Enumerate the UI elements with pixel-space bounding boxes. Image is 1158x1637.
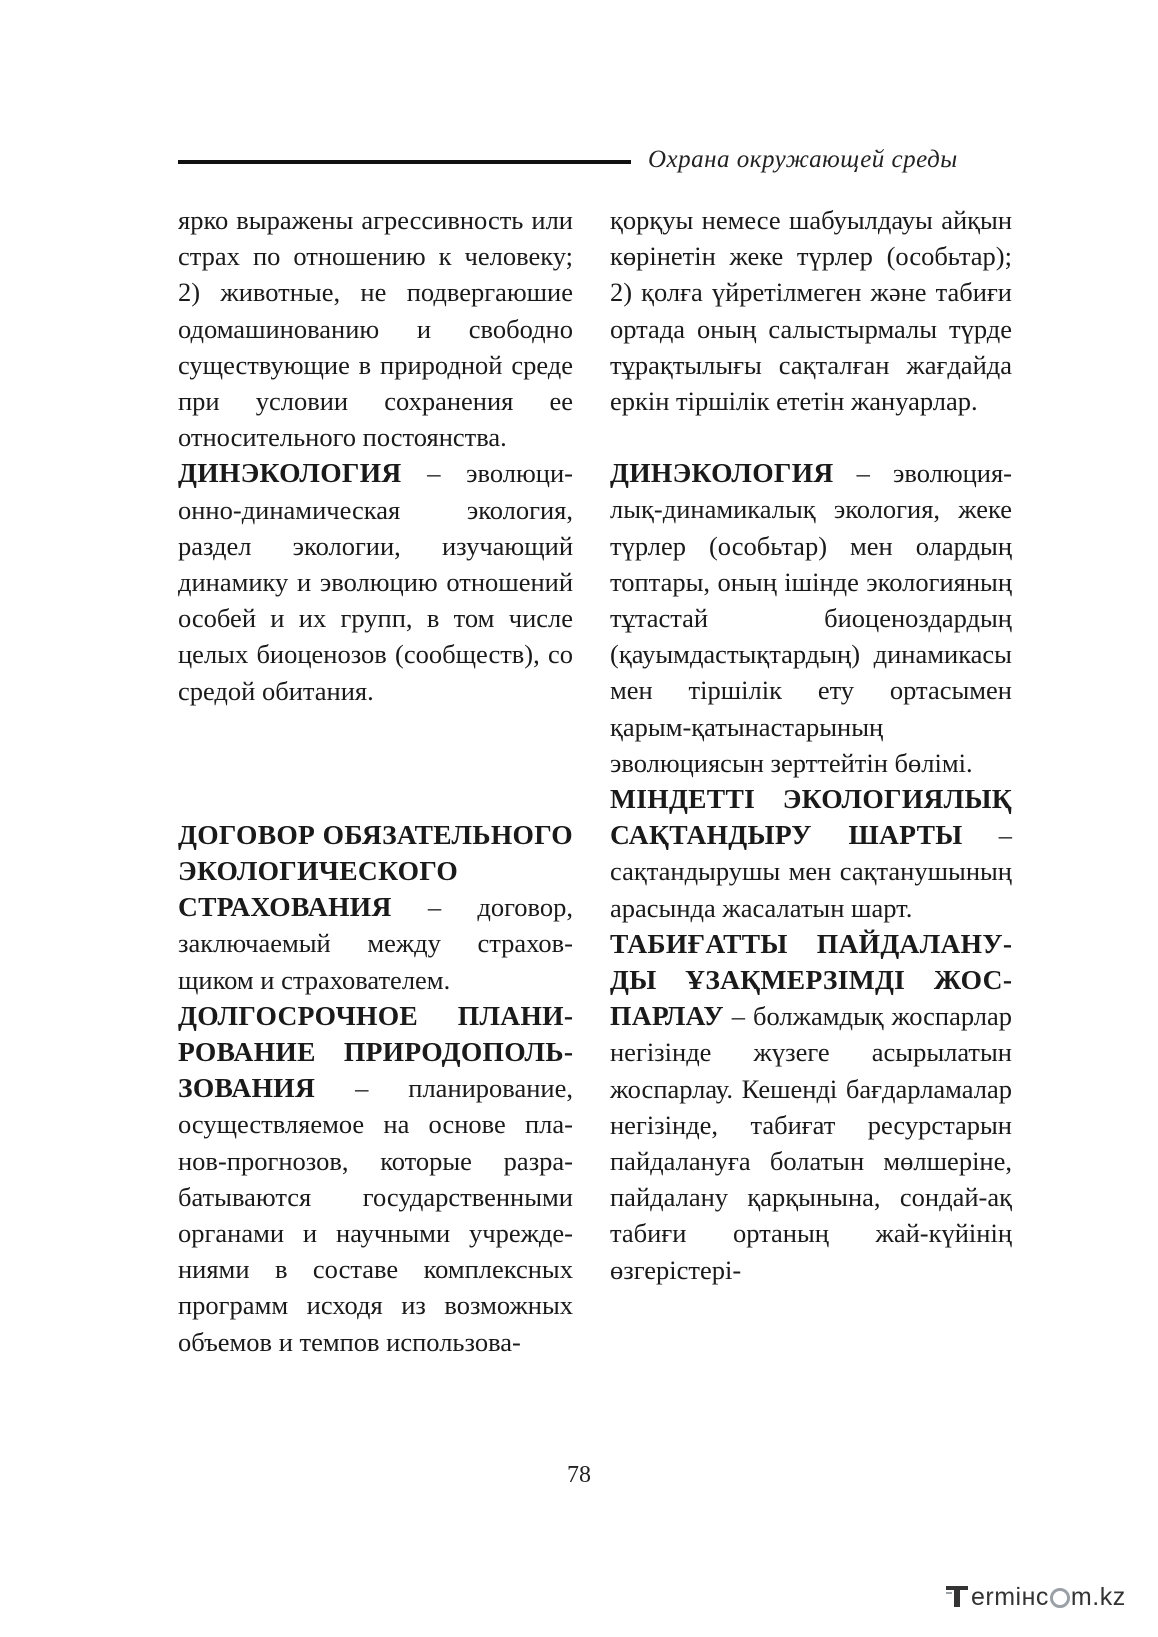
entry-dinekologiya-kz xyxy=(610,455,1012,781)
entry-continuation-right xyxy=(610,202,1012,419)
entry-text: – договор, заключаемый между страховщиком и страхователем. xyxy=(178,892,573,995)
right-column xyxy=(610,202,1012,1288)
header-rule xyxy=(178,160,631,164)
entry-text: – эволюционно-динамическая экология, раздел экологии, изучающий динамику и эволюцию отношений особей и их групп, в том числе целых биоценозов (сообществ), со средой обитания. xyxy=(178,458,573,706)
entry-text: – сақтандырушы мен сақтанушының арасында жасалатын шарт. xyxy=(610,820,1012,923)
page-number: 78 xyxy=(567,1462,591,1488)
termincom-watermark[interactable] xyxy=(944,1583,1126,1612)
magnifier-o-icon xyxy=(1050,1588,1070,1608)
entry-text: – планирование, осуществляемое на основе планов-прогнозов, которые разрабатываются государственными органами и научными учреждениями в составе комплексных программ исходя из возможных объемов и темпов использова- xyxy=(178,1073,573,1357)
entry-text: – эволюциялық-динамикалық экология, жеке түрлер (особьтар) мен олардың топтары, оның ішінде экологияның тұтастай биоценоздардың (қауымдастықтардың) динамикасы мен тіршілік ету ортасымен қарым-қатынастарының эволюциясын зерттейтін бөлімі. xyxy=(610,458,1012,778)
left-column xyxy=(178,202,573,1360)
entry-term: ДОЛГОСРОЧНОЕ ПЛАНИРОВАНИЕ ПРИРОДОПОЛЬЗОВАНИЯ xyxy=(178,999,573,1104)
entry-term: МІНДЕТТІ ЭКОЛОГИЯЛЫҚ САҚТАНДЫРУ ШАРТЫ xyxy=(610,783,1012,851)
watermark-prefix: ermінc xyxy=(971,1583,1049,1611)
running-title: Охрана окружающей среды xyxy=(648,146,958,173)
entry-term: ТАБИҒАТТЫ ПАЙДАЛАНУДЫ ҰЗАҚМЕРЗІМДІ ЖОСПАРЛАУ xyxy=(610,927,1012,1032)
entry-term: ДОГОВОР ОБЯЗАТЕЛЬНОГО ЭКОЛОГИЧЕСКОГО СТРАХОВАНИЯ xyxy=(178,818,573,923)
entry-continuation-left xyxy=(178,202,573,455)
spacer xyxy=(178,709,573,817)
entry-term: ДИНЭКОЛОГИЯ xyxy=(610,457,834,489)
entry-josparlau-kz xyxy=(610,926,1012,1288)
entry-text: ярко выражены агрессивность или страх по отношению к человеку; 2) животные, не подвергаюшие одомашинованию и свободно существующие в природной среде при условии сохранения ее относительного постоянства. xyxy=(178,205,573,453)
entry-term: ДИНЭКОЛОГИЯ xyxy=(178,457,402,489)
t-letter-logo-icon xyxy=(944,1583,970,1609)
entry-planirovanie-ru xyxy=(178,998,573,1360)
entry-text: қорқуы немесе шабуылдауы айқын көрінетін жеке түрлер (особьтар); 2) қолға үйретілмеген және табиғи ортада оның салыстырмалы түрде тұрақтылығы сақталған жағдайда еркін тіршілік ететін жануарлар. xyxy=(610,205,1012,417)
entry-dogovor-ru xyxy=(178,817,573,998)
entry-text: – болжамдық жоспарлар негізінде жүзеге асырылатын жоспарлау. Кешенді бағдарламалар негізінде, табиғат ресурстарын пайдалануға болатын мөлшеріне, пайдалану қарқынына, сондай-ақ табиғи ортаның жай-күйінің өзгерістері- xyxy=(610,1001,1012,1285)
entry-dinekologiya-ru xyxy=(178,455,573,708)
watermark-suffix: m.kz xyxy=(1070,1583,1126,1611)
entry-shart-kz xyxy=(610,781,1012,926)
spacer xyxy=(610,419,1012,455)
